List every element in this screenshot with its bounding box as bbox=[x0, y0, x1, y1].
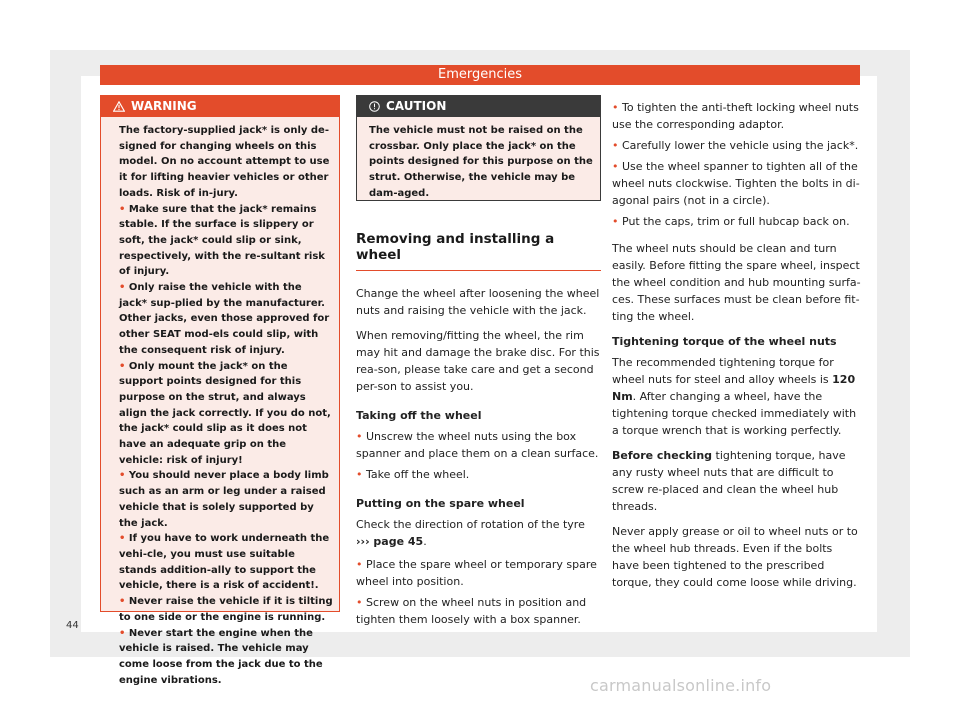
caution-header bbox=[357, 96, 600, 117]
caution-box bbox=[356, 95, 601, 201]
warning-title: WARNING bbox=[131, 99, 197, 113]
list-item: • To tighten the anti-theft locking wheel nuts use the corresponding adaptor. bbox=[612, 101, 859, 131]
torque-value: 120 Nm bbox=[612, 373, 856, 403]
subheading-taking-off: Taking off the wheel bbox=[356, 409, 482, 422]
watermark: carmanualsonline.info bbox=[590, 676, 772, 695]
warning-bullet: • Only raise the vehicle with the jack* sup-plied by the manufacturer. Other jacks, even those approved for other SEAT mod-els could slip, with the consequent risk of injury. bbox=[119, 282, 330, 356]
warning-header bbox=[101, 96, 339, 117]
list-item: • Screw on the wheel nuts in position and tighten them loosely with a box spanner. bbox=[356, 596, 587, 626]
section-header: Emergencies bbox=[100, 65, 860, 85]
page-reference-link[interactable]: ››› page 45 bbox=[356, 535, 424, 548]
list-item: • Unscrew the wheel nuts using the box spanner and place them on a clean surface. bbox=[356, 430, 599, 460]
warning-bullet: • Never raise the vehicle if it is tilting to one side or the engine is running. bbox=[119, 596, 333, 623]
list-item: • Carefully lower the vehicle using the jack*. bbox=[612, 139, 859, 152]
subheading-putting-on: Putting on the spare wheel bbox=[356, 497, 525, 510]
warning-bullet: • If you have to work underneath the vehi-cle, you must use suitable stands addition-ally to support the vehicle, there is a risk of accident!. bbox=[119, 533, 330, 592]
list-item: • Take off the wheel. bbox=[356, 468, 470, 481]
warning-bullet: • Only mount the jack* on the support points designed for this purpose on the strut, and always align the jack correctly. If you do not, the jack* could slip as it does not have an adequate grip on the vehicle: risk of injury! bbox=[119, 360, 331, 466]
paragraph: Change the wheel after loosening the wheel nuts and raising the vehicle with the jack. bbox=[356, 287, 600, 317]
paragraph: The wheel nuts should be clean and turn easily. Before fitting the spare wheel, inspect the wheel condition and hub mounting surfa-ces. These surfaces must be clean before fit-ting the wheel. bbox=[612, 242, 861, 323]
paragraph: Check the direction of rotation of the tyre ››› page 45. bbox=[356, 518, 585, 548]
caution-text: The vehicle must not be raised on the crossbar. Only place the jack* on the points designed for this purpose on the strut. Otherwise, the vehicle may be dam-aged. bbox=[369, 125, 593, 199]
section-body-continued bbox=[612, 99, 862, 591]
list-item: • Place the spare wheel or temporary spare wheel into position. bbox=[356, 558, 597, 588]
list-item: • Use the wheel spanner to tighten all of the wheel nuts clockwise. Tighten the bolts in di-agonal pairs (not in a circle). bbox=[612, 160, 860, 207]
caution-title: CAUTION bbox=[386, 99, 447, 113]
warning-body bbox=[101, 117, 339, 688]
section-title: Removing and installing a wheel bbox=[356, 231, 601, 271]
paragraph: When removing/fitting the wheel, the rim may hit and damage the brake disc. For this rea-son, please take care and get a second per-son to assist you. bbox=[356, 329, 600, 393]
list-item: • Put the caps, trim or full hubcap back on. bbox=[612, 215, 850, 228]
warning-intro: The factory-supplied jack* is only de-signed for changing wheels on this model. On no account attempt to use it for lifting heavier vehicles or other loads. Risk of in-jury. bbox=[119, 125, 330, 199]
warning-box bbox=[100, 95, 340, 686]
subheading-torque: Tightening torque of the wheel nuts bbox=[612, 335, 837, 348]
column-right bbox=[612, 95, 862, 599]
info-circle-icon bbox=[369, 101, 380, 112]
section-body bbox=[356, 285, 601, 628]
page-number: 44 bbox=[66, 620, 79, 631]
column-left bbox=[100, 95, 340, 686]
paragraph: Never apply grease or oil to wheel nuts or to the wheel hub threads. Even if the bolts have been tightened to the prescribed torque, they could come loose while driving. bbox=[612, 525, 858, 589]
caution-body bbox=[357, 117, 600, 202]
paragraph: The recommended tightening torque for wheel nuts for steel and alloy wheels is 120 Nm. After changing a wheel, have the tightening torque checked immediately with a torque wrench that is working perfectly. bbox=[612, 356, 857, 437]
warning-bullet: • Never start the engine when the vehicle is raised. The vehicle may come loose from the jack due to the engine vibrations. bbox=[119, 627, 323, 686]
warning-bullet: • You should never place a body limb such as an arm or leg under a raised vehicle that is solely supported by the jack. bbox=[119, 470, 329, 529]
column-middle bbox=[356, 95, 601, 636]
warning-triangle-icon bbox=[113, 101, 125, 112]
warning-bullet: • Make sure that the jack* remains stable. If the surface is slippery or soft, the jack* could slip or sink, respectively, with the re-sultant risk of injury. bbox=[119, 203, 325, 278]
paragraph: Before checking tightening torque, have any rusty wheel nuts that are difficult to screw re-placed and clean the wheel hub threads. bbox=[612, 449, 846, 513]
